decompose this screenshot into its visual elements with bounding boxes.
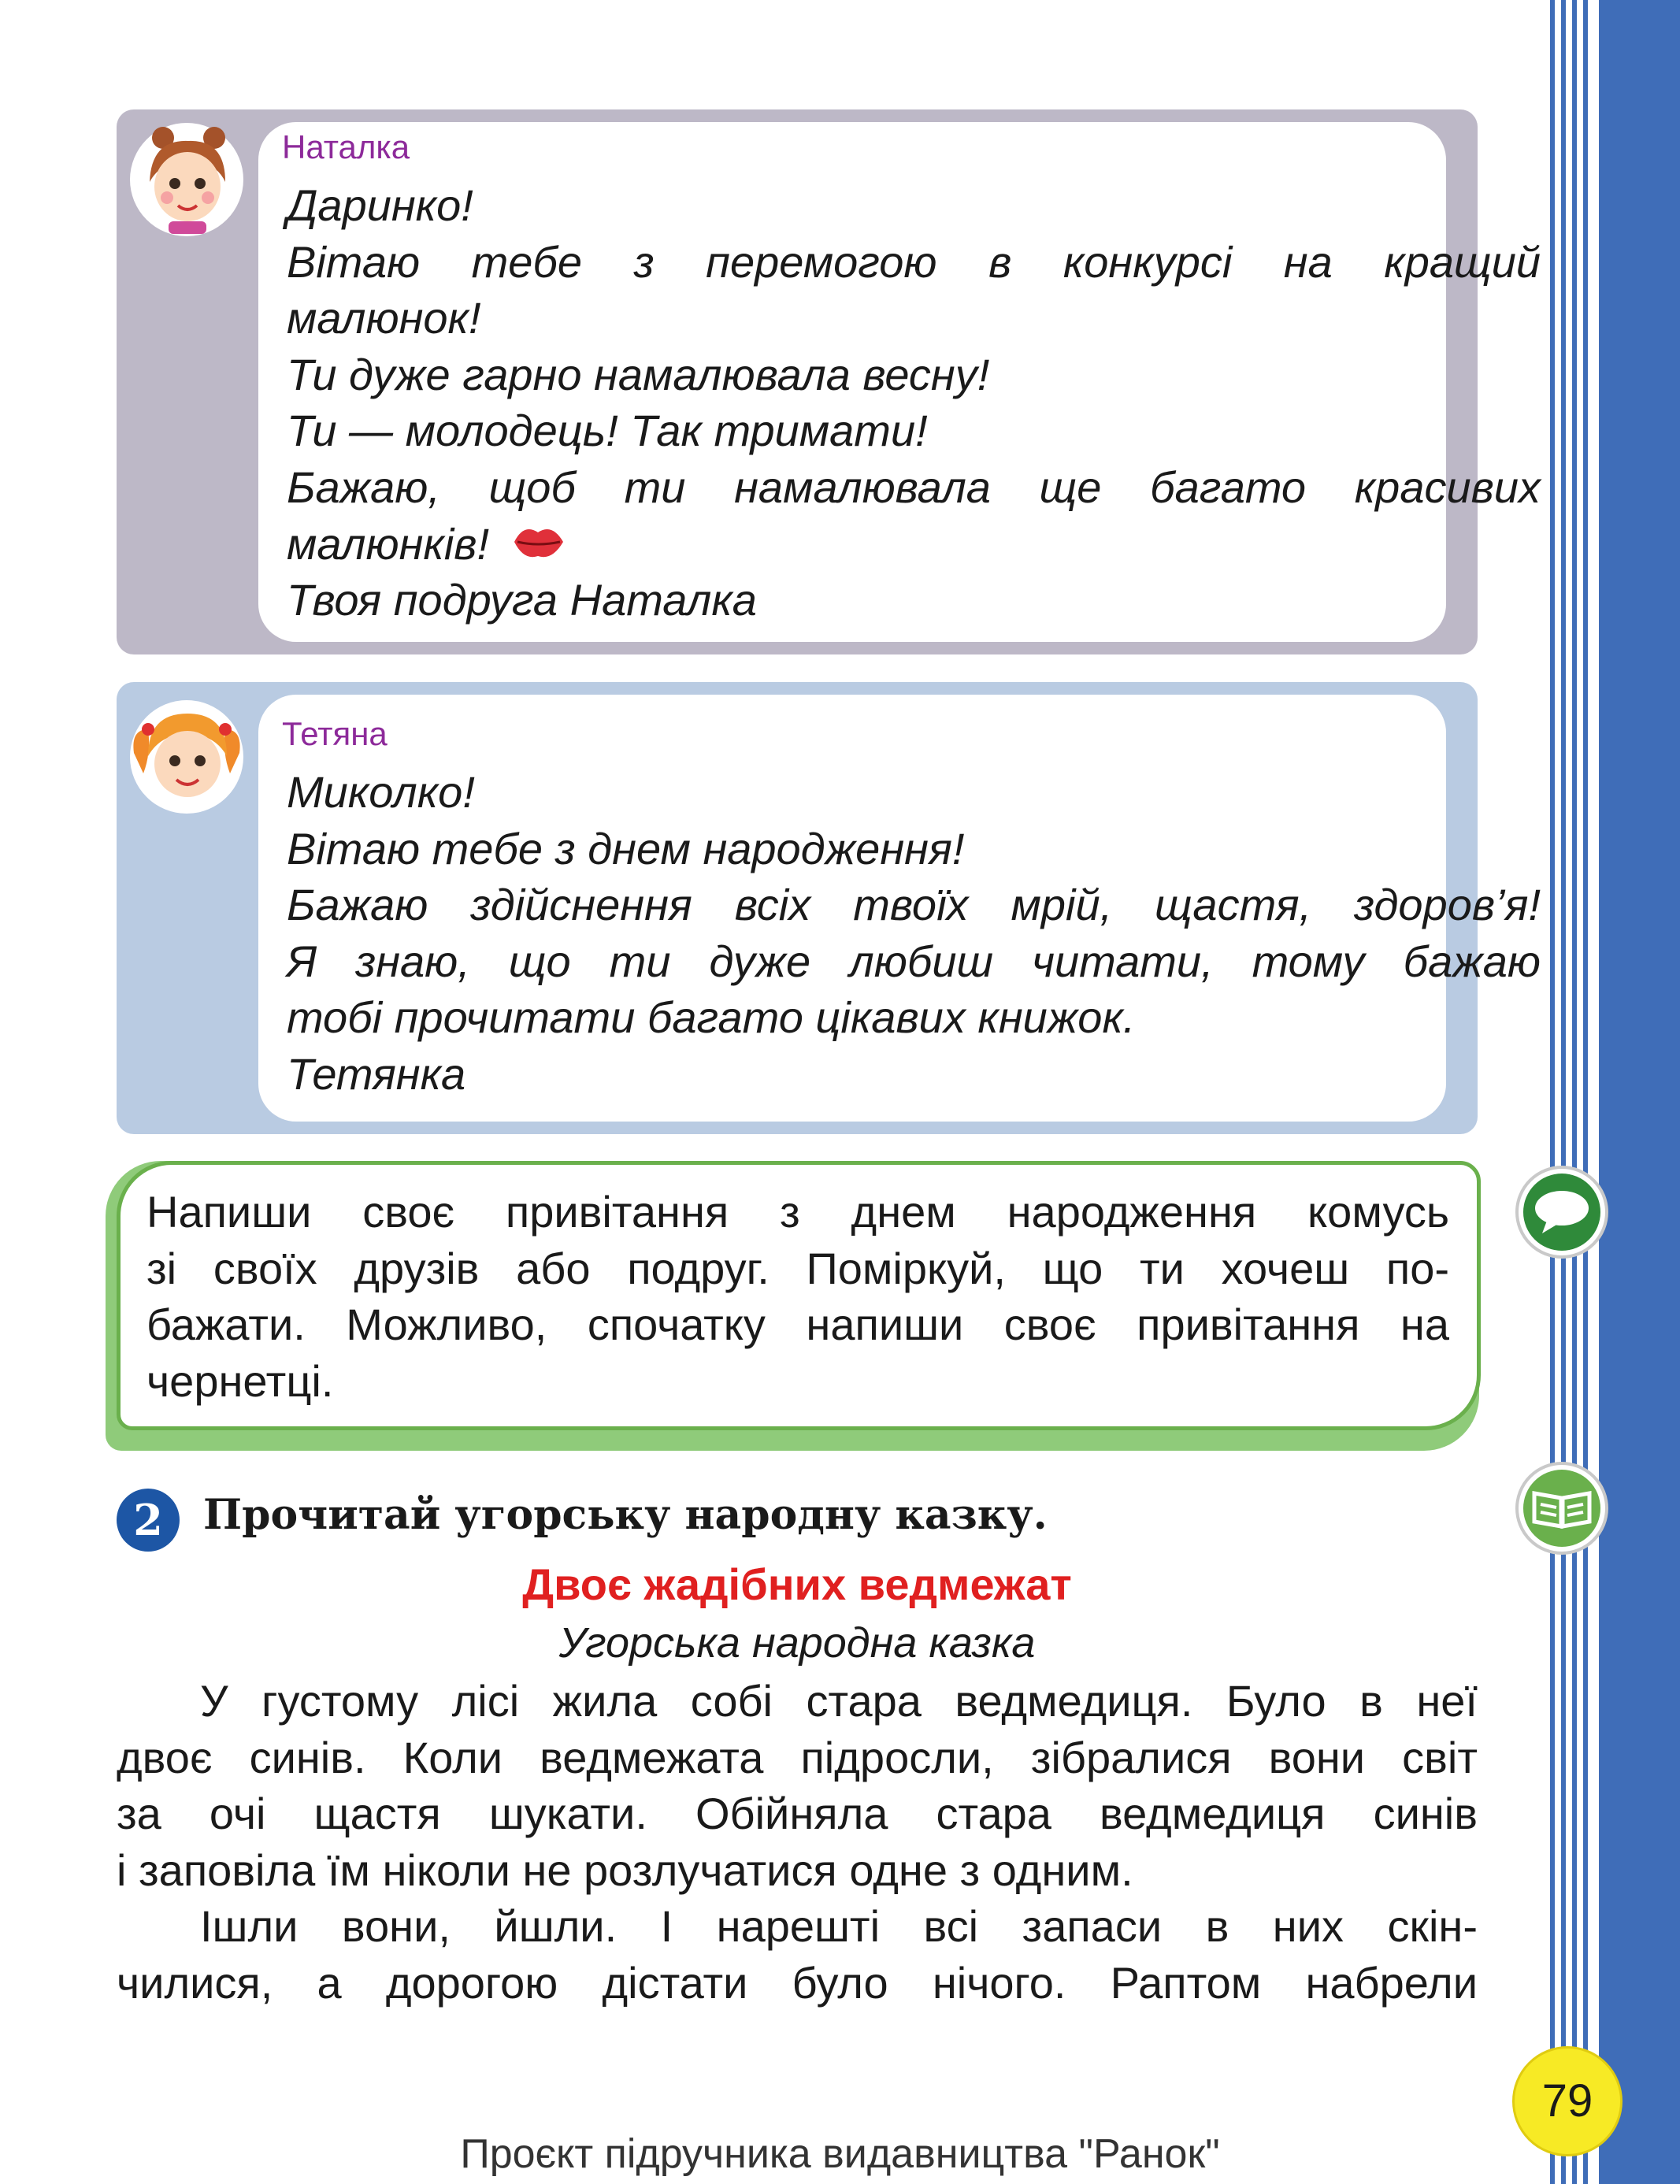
task-line: чернетці.: [146, 1355, 334, 1406]
story-line: чилися, а дорогою дістати було нічого. Раптом набрели: [117, 1957, 1478, 2008]
task-number-badge: 2: [117, 1489, 180, 1552]
girl-avatar-icon: [128, 121, 246, 239]
message-line: Ти — молодець! Так тримати!: [287, 406, 928, 456]
task-line: Напиши своє привітання з днем народження комусь: [146, 1187, 1449, 1237]
message-line-text: малюнків!: [287, 518, 490, 569]
task-line: бажати. Можливо, спочатку напиши своє привітання на: [146, 1300, 1449, 1350]
message-line: Вітаю тебе з перемогою в конкурсі на кращий: [287, 236, 1541, 287]
message-line: тобі прочитати багато цікавих книжок.: [287, 992, 1136, 1043]
message-sender: Тетяна: [282, 715, 388, 752]
message-line: Миколко!: [287, 767, 475, 817]
message-line: Тетянка: [287, 1048, 466, 1099]
message-sender: Наталка: [282, 128, 410, 165]
message-line: Я знаю, що ти дуже любиш читати, тому бажаю: [287, 936, 1541, 986]
message-text: [287, 177, 1541, 629]
redhead-girl-avatar-icon: [128, 698, 246, 816]
message-line: Бажаю здійснення всіх твоїх мрій, щастя, здоров’я!: [287, 880, 1541, 930]
lips-kiss-icon: [510, 518, 568, 565]
footer-note: Проєкт підручника видавництва "Ранок": [460, 2131, 1220, 2177]
message-line: [287, 516, 1541, 573]
story-subtitle: Угорська народна казка: [558, 1619, 1036, 1667]
task-box-text: [146, 1184, 1449, 1409]
message-card-nataka: [117, 109, 1541, 654]
message-line: Твоя подруга Наталка: [287, 575, 757, 625]
story-text: [117, 1673, 1478, 2012]
message-text: [287, 764, 1541, 1103]
speech-bubble-icon: [1515, 1166, 1608, 1259]
task-line: зі своїх друзів або подруг. Поміркуй, що ти хочеш по-: [146, 1243, 1449, 1293]
page-number: 79: [1512, 2046, 1623, 2156]
story-line: Ішли вони, йшли. І нарешті всі запаси в них скін-: [200, 1901, 1478, 1952]
story-line: за очі щастя шукати. Обійняла стара ведмедиця синів: [117, 1789, 1478, 1839]
story-line: У густому лісі жила собі стара ведмедиця. Було в неї: [200, 1676, 1478, 1726]
message-line: Бажаю, щоб ти намалювала ще багато красивих: [287, 462, 1541, 512]
open-book-icon: [1515, 1462, 1608, 1555]
message-line: малюнок!: [287, 293, 481, 343]
message-line: Ти дуже гарно намалювала весну!: [287, 349, 990, 399]
story-title: Двоє жадібних ведмежат: [522, 1559, 1072, 1609]
story-line: двоє синів. Коли ведмежата підросли, зібралися вони світ: [117, 1732, 1478, 1782]
message-line: Вітаю тебе з днем народження!: [287, 823, 965, 873]
story-line: і заповіла їм ніколи не розлучатися одне з одним.: [117, 1845, 1133, 1895]
message-line: Даринко!: [287, 180, 473, 230]
message-card-tetiana: [117, 682, 1541, 1134]
task-instruction: Прочитай угорську народну казку.: [203, 1491, 1048, 1539]
